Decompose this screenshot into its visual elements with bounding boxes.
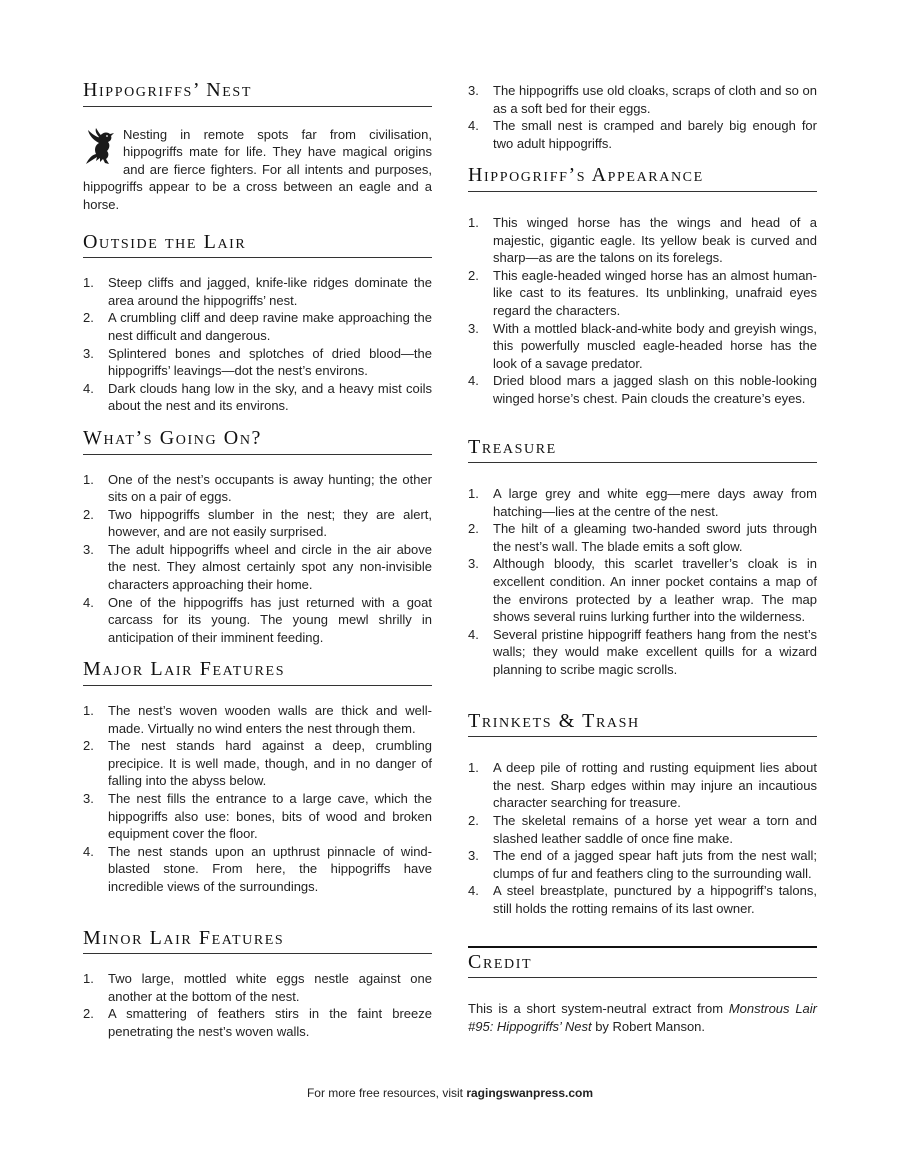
intro-paragraph: Nesting in remote spots far from civilisation, hippogriffs mate for life. They have magical origins and are fierce fighters. For all intents and purposes, hippogriffs appear to be a cross between an eagle and a horse.	[83, 126, 432, 212]
whats-going-on-heading: What’s Going On?	[83, 430, 432, 455]
minor-lair-features-section	[83, 926, 432, 1041]
title-section	[83, 79, 432, 214]
major-lair-features-list	[83, 702, 432, 896]
outside-lair-list	[83, 274, 432, 415]
appearance-section	[468, 164, 817, 407]
appearance-list	[468, 214, 817, 408]
list-item: Two large, mottled white eggs nestle against one another at the bottom of the nest.	[108, 971, 432, 1004]
minor-lair-features-list-continued	[468, 82, 817, 152]
list-item: Although bloody, this scarlet traveller’s cloak is in excellent condition. An inner pocket contains a map of the environs protected by a leather wrap. The map shows several ruins lurking further into the wilderness.	[493, 556, 817, 625]
page-footer	[0, 1085, 900, 1103]
credit-heading: Credit	[468, 954, 817, 979]
list-item: A large grey and white egg—mere days away from hatching—lies at the centre of the nest.	[493, 486, 817, 519]
list-item: The hilt of a gleaming two-handed sword juts through the nest’s wall. The blade emits a soft glow.	[493, 521, 817, 554]
list-item: Dark clouds hang low in the sky, and a heavy mist coils about the nest and its environs.	[108, 380, 432, 414]
griffin-emblem-icon	[83, 128, 117, 168]
list-item: Dried blood mars a jagged slash on this noble-looking winged horse’s chest. Pain clouds the creature’s eyes.	[493, 373, 817, 406]
credit-book-title: Monstrous Lair #95: Hippogriffs’ Nest	[468, 1001, 817, 1034]
credit-section	[468, 946, 817, 1036]
major-lair-features-heading: Major Lair Features	[83, 661, 432, 686]
credit-text-before: This is a short system-neutral extract from	[468, 1001, 729, 1017]
list-item: The nest’s woven wooden walls are thick and well-made. Virtually no wind enters the nest through them.	[108, 703, 432, 736]
intro-block	[83, 126, 432, 214]
list-item: One of the hippogriffs has just returned with a goat carcass for its young. The young mewl shrilly in anticipation of their imminent feeding.	[108, 594, 432, 645]
minor-lair-features-list	[83, 970, 432, 1040]
list-item: With a mottled black-and-white body and greyish wings, this powerfully muscled eagle-headed horse has the look of a savage predator.	[493, 320, 817, 371]
list-item: A crumbling cliff and deep ravine make approaching the nest difficult and dangerous.	[108, 310, 432, 343]
treasure-list	[468, 485, 817, 679]
list-item: This eagle-headed winged horse has an almost human-like cast to its features. Its unblinking, unafraid eyes regard the characters.	[493, 267, 817, 318]
treasure-heading: Treasure	[468, 439, 817, 464]
list-item: The nest stands upon an upthrust pinnacle of wind-blasted stone. From here, the hippogriffs have incredible views of the surroundings.	[108, 843, 432, 894]
list-item: Two hippogriffs slumber in the nest; they are alert, however, and are not easily surprised.	[108, 506, 432, 540]
major-lair-features-section	[83, 658, 432, 895]
list-item: A smattering of feathers stirs in the faint breeze penetrating the nest’s woven walls.	[108, 1006, 432, 1039]
list-item: The nest fills the entrance to a large cave, which the hippogriffs also use: bones, bits of wood and broken equipment cover the floor.	[108, 791, 432, 842]
outside-lair-heading: Outside the Lair	[83, 234, 432, 259]
trinkets-trash-heading: Trinkets & Trash	[468, 713, 817, 738]
footer-link[interactable]: ragingswanpress.com	[466, 1086, 594, 1100]
list-item: The adult hippogriffs wheel and circle in the air above the nest. They almost certainly spot any non-invisible characters approaching their home.	[108, 541, 432, 593]
page-title: Hippogriffs’ Nest	[83, 82, 432, 107]
list-item: The nest stands hard against a deep, crumbling precipice. It is well made, though, and in no danger of falling into the abyss below.	[108, 738, 432, 789]
footer-text: For more free resources, visit	[306, 1086, 467, 1100]
credit-text-after: by Robert Manson.	[591, 1018, 706, 1034]
appearance-heading: Hippogriff’s Appearance	[468, 167, 817, 192]
credit-paragraph	[468, 1000, 817, 1035]
list-item: This winged horse has the wings and head of a majestic, gigantic eagle. Its yellow beak is curved and sharp—as are the talons on its forelegs.	[493, 214, 817, 266]
list-item: The end of a jagged spear haft juts from the nest wall; clumps of fur and feathers cling to the surrounding wall.	[493, 848, 817, 881]
minor-lair-features-heading: Minor Lair Features	[83, 930, 432, 955]
outside-lair-section	[83, 230, 432, 415]
list-item: A deep pile of rotting and rusting equipment lies about the nest. Sharp edges within may injure an incautious character searching for treasure.	[493, 760, 817, 811]
minor-lair-features-continued	[468, 82, 817, 152]
left-column	[83, 79, 432, 1041]
list-item: The small nest is cramped and barely big enough for two adult hippogriffs.	[493, 118, 817, 151]
trinkets-trash-section	[468, 709, 817, 918]
whats-going-on-section	[83, 426, 432, 647]
whats-going-on-list	[83, 471, 432, 647]
trinkets-trash-list	[468, 759, 817, 917]
list-item: The skeletal remains of a horse yet wear a torn and slashed leather saddle of once fine make.	[493, 813, 817, 846]
right-column	[468, 82, 817, 1035]
list-item: Splintered bones and splotches of dried blood—the hippogriffs’ leavings—dot the nest’s environs.	[108, 345, 432, 379]
list-item: The hippogriffs use old cloaks, scraps of cloth and so on as a soft bed for their eggs.	[493, 83, 817, 116]
list-item: One of the nest’s occupants is away hunting; the other sits on a pair of eggs.	[108, 471, 432, 505]
list-item: Several pristine hippogriff feathers hang from the nest’s walls; they would make excellent quills for a wizard planning to scribe magic scrolls.	[493, 626, 817, 678]
treasure-section	[468, 435, 817, 679]
list-item: Steep cliffs and jagged, knife-like ridges dominate the area around the hippogriffs’ nest.	[108, 275, 432, 308]
list-item: A steel breastplate, punctured by a hippogriff’s talons, still holds the rotting remains of its last owner.	[493, 883, 817, 916]
